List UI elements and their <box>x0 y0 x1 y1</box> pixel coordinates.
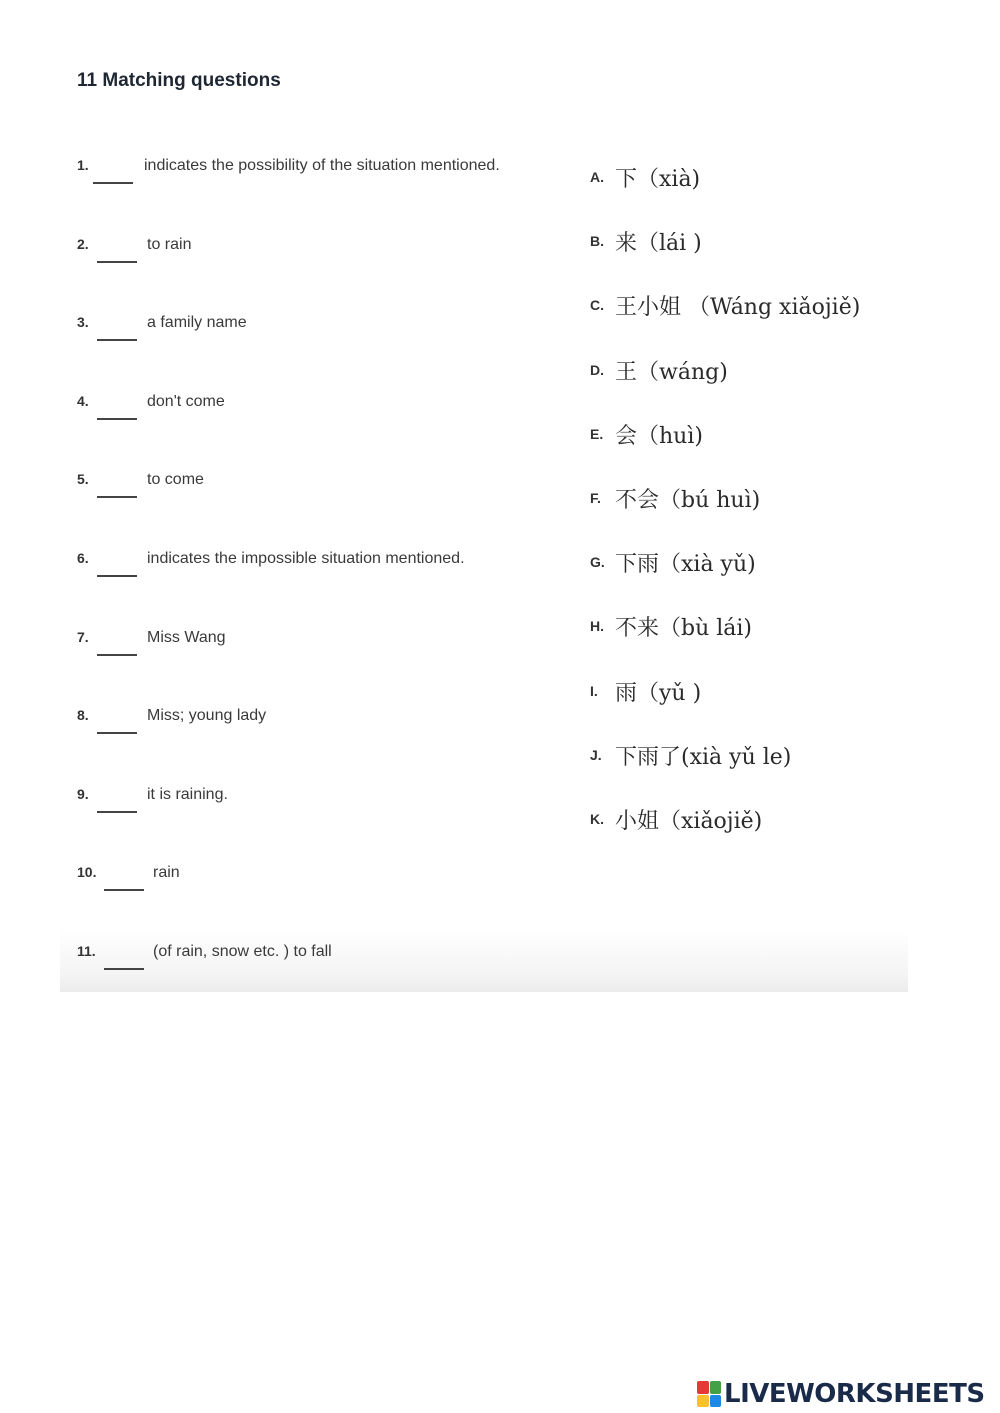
question-item <box>77 864 567 914</box>
option-text: 王小姐 （Wáng xiǎojiě) <box>615 295 861 321</box>
question-item <box>77 943 567 993</box>
question-item <box>77 157 567 207</box>
answer-blank[interactable] <box>97 339 137 341</box>
question-item <box>77 393 567 443</box>
question-text: (of rain, snow etc. ) to fall <box>153 943 332 960</box>
question-text: Miss; young lady <box>147 707 267 725</box>
question-text: Miss Wang <box>147 628 226 646</box>
answer-blank[interactable] <box>97 575 137 577</box>
option-letter: G. <box>590 554 605 571</box>
question-number: 4. <box>77 392 89 409</box>
option-letter: J. <box>590 746 602 763</box>
question-text: indicates the possibility of the situation mentioned. <box>144 157 500 174</box>
question-text: don't come <box>147 392 225 410</box>
question-number: 2. <box>77 235 89 252</box>
option-text: 小姐（xiǎojiě) <box>615 809 763 834</box>
option-letter: D. <box>590 361 604 378</box>
worksheet-title: 11 Matching questions <box>77 70 281 91</box>
question-text: to rain <box>147 235 192 253</box>
option-letter: K. <box>590 811 604 827</box>
question-text: rain <box>153 864 180 882</box>
answer-blank[interactable] <box>97 261 137 263</box>
answer-blank[interactable] <box>104 889 144 891</box>
option-text: 雨（yǔ ) <box>615 680 702 706</box>
question-number: 7. <box>77 628 89 645</box>
question-number: 8. <box>77 707 89 724</box>
answer-blank[interactable] <box>93 182 133 184</box>
question-text: indicates the impossible situation mentioned. <box>147 550 465 567</box>
question-number: 9. <box>77 785 89 802</box>
question-item <box>77 786 567 836</box>
question-item <box>77 471 567 521</box>
option-letter: H. <box>590 618 604 635</box>
option-letter: B. <box>590 233 604 250</box>
option-text: 不会（bú huì) <box>615 488 761 513</box>
question-text: a family name <box>147 314 247 332</box>
option-text: 下雨（xià yǔ) <box>615 552 756 578</box>
answer-blank[interactable] <box>97 811 137 813</box>
question-text: to come <box>147 471 204 489</box>
answer-blank[interactable] <box>97 732 137 734</box>
liveworksheets-logo-icon <box>697 1381 721 1407</box>
option-text: 会（huì) <box>615 423 703 449</box>
question-number: 11. <box>77 943 96 959</box>
option-letter: A. <box>590 169 604 185</box>
logo-block-e <box>710 1395 722 1408</box>
liveworksheets-logo <box>697 1378 985 1410</box>
option-text: 来（lái ) <box>615 231 702 257</box>
option-text: 王（wáng) <box>615 359 728 385</box>
answer-blank[interactable] <box>97 418 137 420</box>
question-number: 5. <box>77 471 89 488</box>
question-item <box>77 236 567 286</box>
question-number: 6. <box>77 550 89 566</box>
logo-block-i <box>710 1381 722 1394</box>
option-letter: F. <box>590 490 601 506</box>
answer-blank[interactable] <box>97 496 137 498</box>
question-number: 10. <box>77 864 97 881</box>
answer-blank[interactable] <box>97 654 137 656</box>
logo-block-v <box>697 1395 709 1408</box>
option-text: 下雨了(xià yǔ le) <box>615 744 792 770</box>
liveworksheets-logo-text: LIVEWORKSHEETS <box>724 1379 985 1409</box>
option-text: 不来（bù lái) <box>615 616 753 642</box>
question-item <box>77 707 567 757</box>
logo-block-l <box>697 1381 709 1394</box>
option-text: 下（xià) <box>615 167 701 192</box>
question-item <box>77 629 567 679</box>
answer-blank[interactable] <box>104 968 144 970</box>
question-item <box>77 314 567 364</box>
question-number: 3. <box>77 314 89 331</box>
question-text: it is raining. <box>147 785 228 803</box>
option-letter: E. <box>590 425 604 442</box>
question-number: 1. <box>77 157 89 173</box>
option-letter: I. <box>590 682 598 699</box>
question-item <box>77 550 567 600</box>
option-letter: C. <box>590 297 604 314</box>
